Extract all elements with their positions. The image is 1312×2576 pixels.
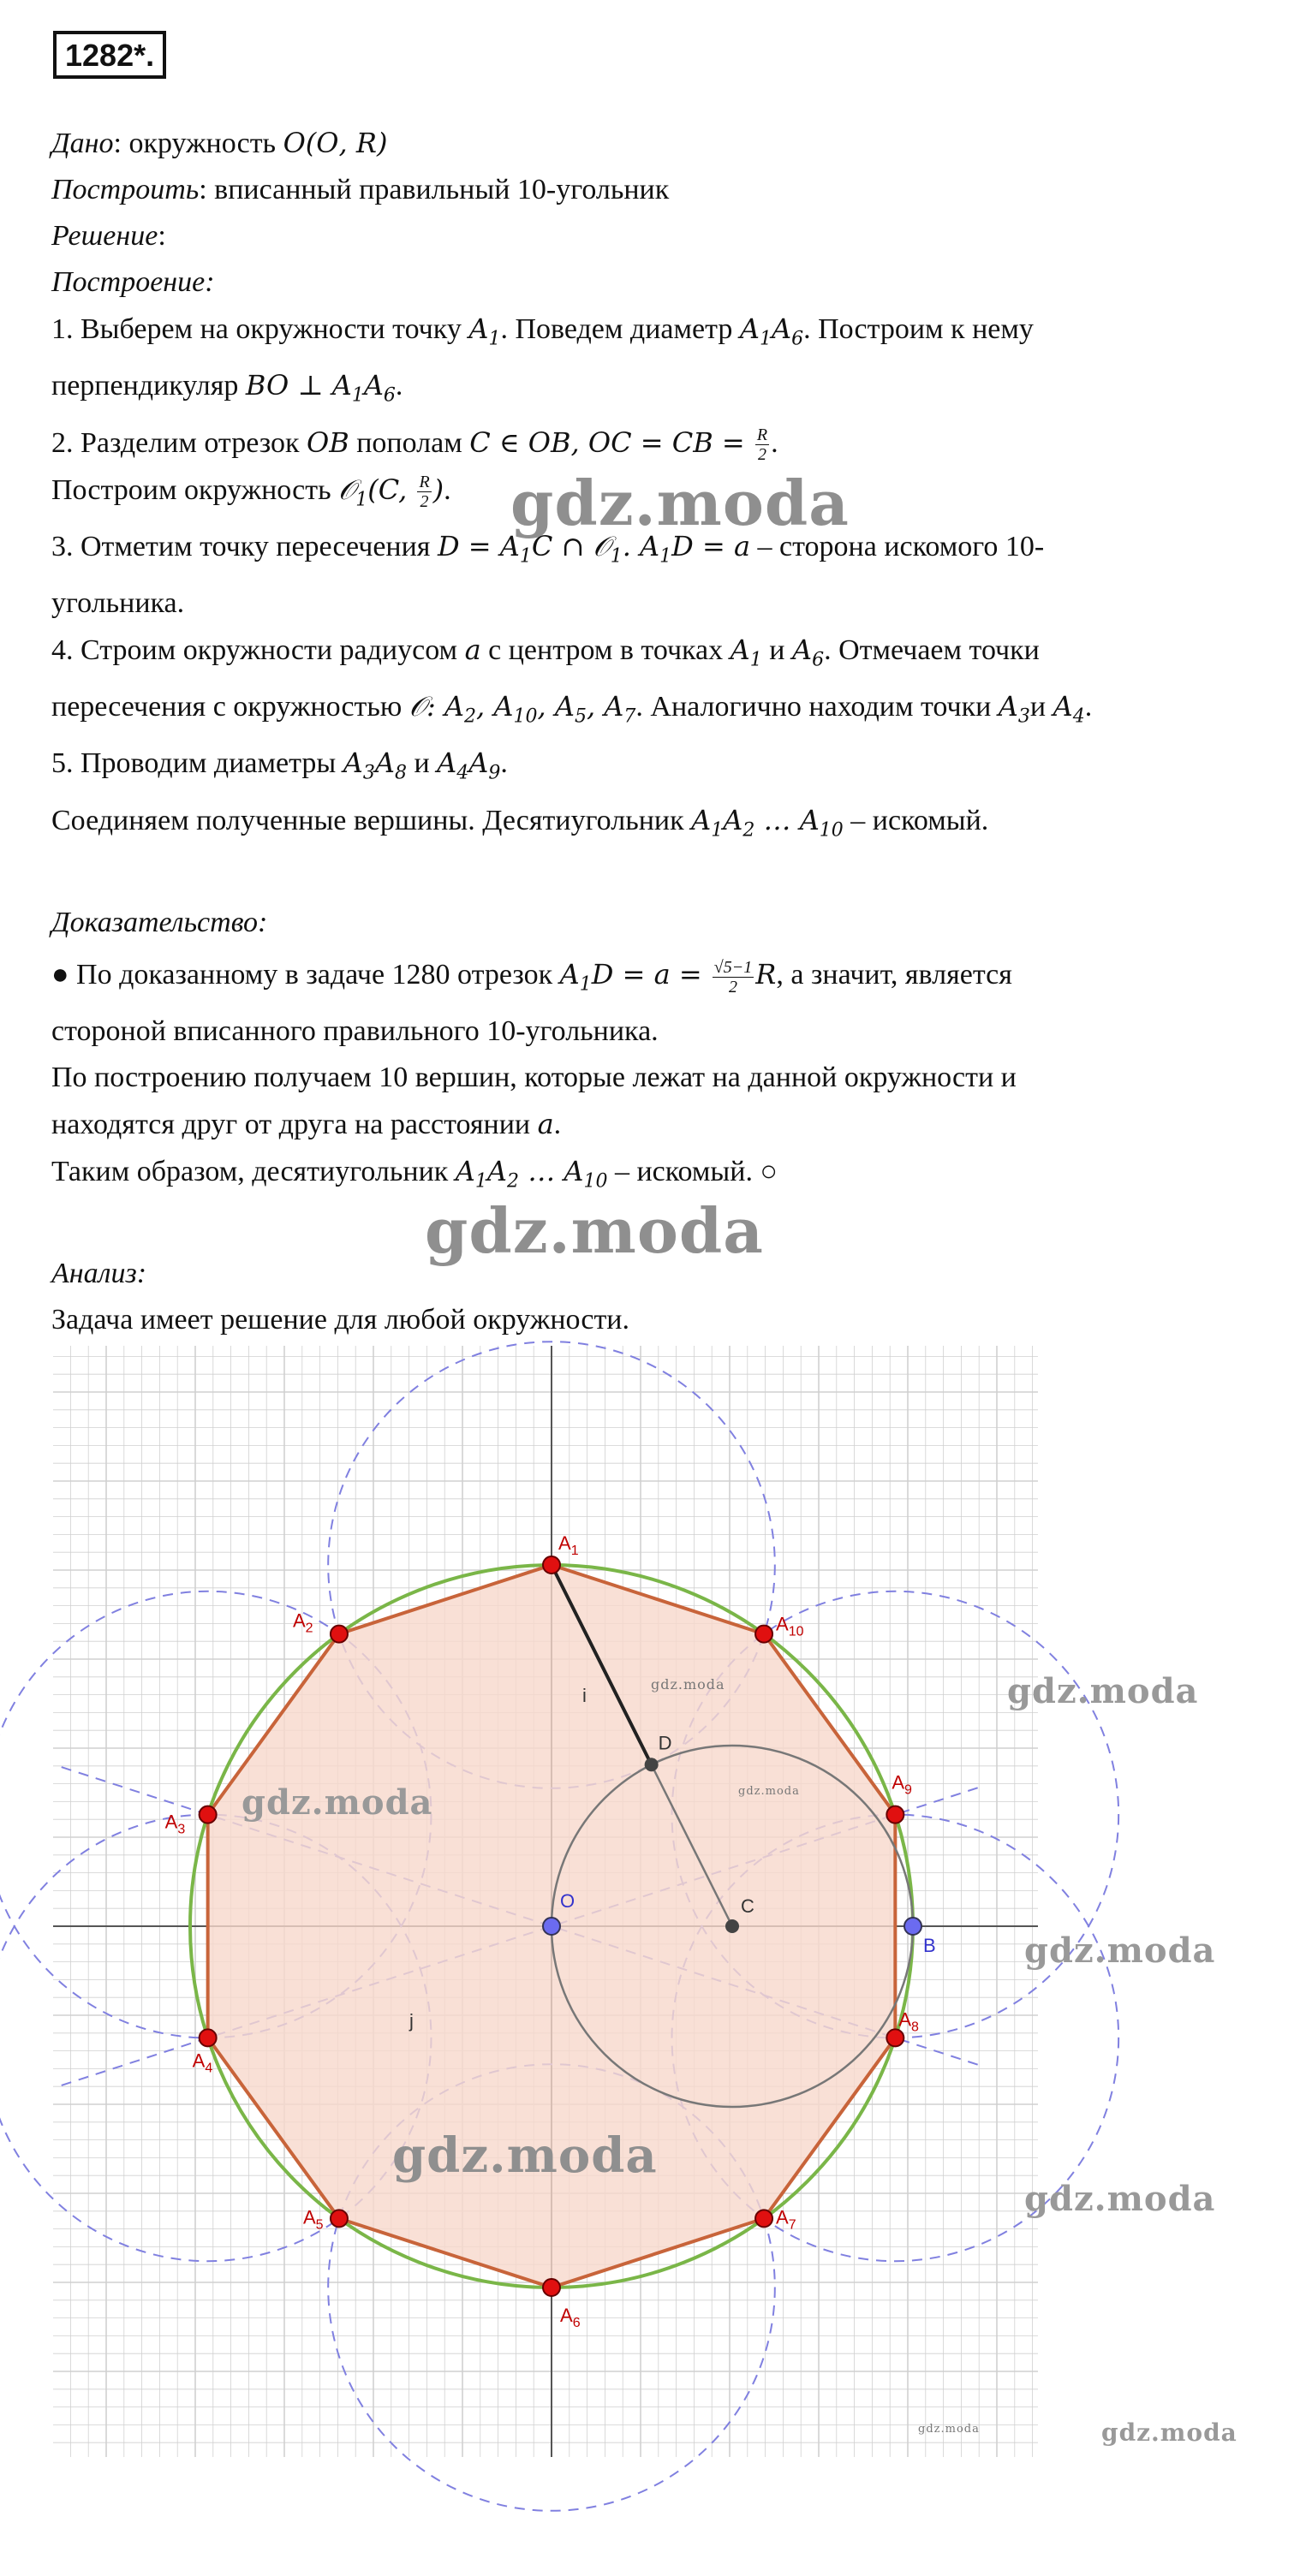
label-c: C [741,1895,754,1917]
watermark: gdz.moda [651,1676,725,1693]
vertex-point [543,1556,560,1574]
label-i: i [582,1685,587,1706]
vertex-label: $A_2$ [292,1609,313,1636]
watermark: gdz.moda [1101,2418,1237,2447]
vertex-point [331,2210,348,2227]
label-j: j [409,2010,414,2032]
step-1: 1. Выберем на окружности точку $A_1$. Поведем диаметр $A_1A_6$. Построим к нему [51,312,1034,350]
proof-2: стороной вписанного правильного 10-угольника. [51,1014,659,1047]
vertex-point [200,2029,217,2046]
label-b: B [923,1935,936,1956]
vertex-point [331,1626,348,1643]
watermark: gdz.moda [392,2127,658,2184]
solution-label: Решение [51,220,158,252]
proof-4: находятся друг от друга на расстоянии a. [51,1107,562,1140]
vertex-point [755,1626,772,1643]
watermark: gdz.moda [738,1785,800,1798]
vertex-label: $A_7$ [776,2206,796,2233]
step-5: 5. Проводим диаметры $A_3A_8$ и $A_4A_9$. [51,747,508,784]
step-4: 4. Строим окружности радиусом a с центром в точках $A_1$ и $A_6$. Отмечаем точки [51,633,1040,670]
problem-number: 1282*. [53,31,166,79]
proof-1: ● По доказанному в задаче 1280 отрезок $A_1D = a$ = $\frac{√5-1}{2}$ R, а значит, является [51,957,1012,996]
vertex-label: $A_5$ [302,2206,324,2233]
point-o [543,1918,560,1935]
watermark: gdz.moda [242,1782,433,1823]
step-4-cont: пересечения с окружностью 𝒪: $A_2$, $A_{10}$, $A_5$, $A_7$. Аналогично находим точки $A_3и$ $A_4$. [51,689,1093,728]
point-b [904,1918,921,1935]
construct-label: Построить [51,174,200,205]
construct-line: Построить: вписанный правильный 10-угольник [51,174,670,205]
solution-line: Решение: [51,220,166,252]
vertex-point [886,2029,903,2046]
watermark: gdz.moda [1007,1671,1199,1711]
watermark: gdz.moda [1024,1931,1216,1971]
vertex-point [200,1806,217,1823]
proof-3: По построению получаем 10 вершин, которые лежат на данной окружности и [51,1061,1017,1093]
vertex-label: $A_{10}$ [776,1613,804,1639]
label-o: O [560,1890,575,1912]
step-3-cont: угольника. [51,586,185,619]
vertex-point [543,2279,560,2296]
proof-label: Доказательство: [51,907,268,939]
vertex-label: $A_4$ [192,2049,213,2076]
point-c [725,1919,739,1933]
vertex-label: $A_9$ [892,1771,912,1798]
vertex-label: $A_6$ [560,2305,581,2330]
step-1-cont: перпендикуляр BO ⊥ $A_1A_6$. [51,369,403,407]
analysis-text: Задача имеет решение для любой окружности. [51,1303,630,1336]
vertex-label: $A_1$ [558,1532,579,1558]
label-d: D [658,1732,672,1754]
step-3: 3. Отметим точку пересечения $D = A_1C$ ∩ 𝒪$_1$. $A_1D = a$ – сторона искомого 10- [51,530,1045,568]
given-label: Дано [51,128,114,159]
step-5-cont: Соединяем полученные вершины. Десятиугольник $A_1A_2$ … $A_{10}$ – искомый. [51,803,989,842]
construction-label: Построение: [51,266,215,298]
vertex-label: $A_8$ [898,2008,919,2035]
proof-5: Таким образом, десятиугольник $A_1A_2$ … $A_{10}$ – искомый. ○ [51,1154,778,1192]
vertex-point [755,2210,772,2227]
vertex-point [886,1806,903,1823]
given-line: Дано: окружность 𝑂(𝑂, 𝑅) [51,127,388,159]
watermark: gdz.moda [510,467,850,539]
watermark: gdz.moda [918,2423,980,2436]
step-2-cont: Построим окружность 𝒪$_1$(C, $\frac{R}{2}$ ). [51,473,451,512]
watermark: gdz.moda [1024,2179,1216,2219]
point-d [645,1758,659,1771]
step-2: 2. Разделим отрезок OB пополам C ∈ OB, OC = CB = $\frac{R}{2}$ . [51,425,778,465]
watermark: gdz.moda [425,1194,764,1267]
analysis-label: Анализ: [51,1257,147,1289]
vertex-label: $A_3$ [164,1811,186,1837]
